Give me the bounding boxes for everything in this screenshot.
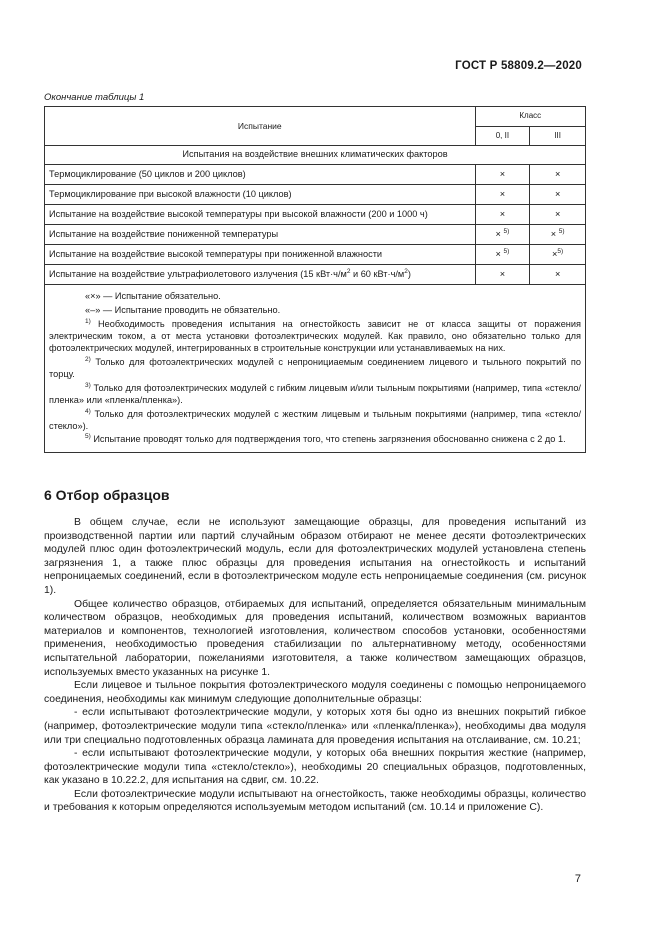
column-header-class-1: 0, II	[475, 126, 530, 146]
document-header: ГОСТ Р 58809.2—2020	[455, 60, 582, 72]
table-footnote: $^{1)}$ Необходимость проведения испытания на огнестойкость зависит не от класса защиты от поражения электрическим током, а от места установки фотоэлектрических модулей. Как правило, оно обязательно только для фотоэлектрических модулей, интегрированных в строительные конструкции или устанавливаемых на них.	[49, 317, 581, 353]
table-footnote: $^{2)}$ Только для фотоэлектрических модулей с непронициаемым соединением лицевого и тыльного покрытий по торцу.	[49, 355, 581, 379]
row-mark-class-1: × $^{5)}$	[475, 245, 530, 265]
row-test-name: Термоциклирование при высокой влажности (10 циклов)	[45, 185, 476, 205]
table-group-heading: Испытания на воздействие внешних климатических факторов	[45, 146, 586, 165]
row-test-name: Испытание на воздействие высокой температуры при пониженной влажности	[45, 245, 476, 265]
row-mark-class-2: × $^{5)}$	[530, 225, 586, 245]
row-test-name: Испытание на воздействие ультрафиолетового излучения (15 $кВт\cdot ч/м^2$ и 60 $кВт\cdot ч/м^2$)	[45, 265, 476, 285]
row-mark-class-2: ×	[530, 165, 586, 185]
section-body	[44, 516, 586, 815]
section-title: 6 Отбор образцов	[44, 487, 170, 503]
test-table	[44, 106, 586, 453]
table-note: «×» — Испытание обязательно.	[85, 291, 221, 301]
table-row	[45, 225, 586, 245]
table-row	[45, 185, 586, 205]
row-test-name: Испытание на воздействие высокой температуры при высокой влажности (200 и 1000 ч)	[45, 205, 476, 225]
paragraph: Если фотоэлектрические модули испытывают на огнестойкость, также необходимы образцы, количество и требования к которым определяются используемым методом испытаний (см. 10.14 и приложение С).	[44, 788, 586, 814]
paragraph: Если лицевое и тыльное покрытия фотоэлектрического модуля соединены с помощью непроницаемого соединения, необходимы как минимум следующие дополнительные образцы:	[44, 680, 586, 705]
table-row	[45, 265, 586, 285]
paragraph: - если испытывают фотоэлектрические модули, у которых хотя бы одно из внешних покрытий гибкое (например, фотоэлектрические модули типа «стекло/пленка» или «пленка/пленка»), необходимы два модуля или три специально подготовленных образца ламината для проведения испытания на отслаивание, см. 10.21;	[44, 707, 586, 746]
row-mark-class-1: ×	[475, 265, 530, 285]
footnote-ref: 5)	[503, 227, 510, 235]
table-row	[45, 245, 586, 265]
paragraph: - если испытывают фотоэлектрические модули, у которых оба внешних покрытия жесткие (например, фотоэлектрические модули типа «стекло/стекло»), необходимы 20 специальных образцов, подготовленных, как указано в 10.22.2, для испытания на сдвиг, см. 10.22.	[44, 748, 586, 787]
footnote-ref: 5)	[503, 247, 510, 255]
table-notes	[45, 285, 586, 453]
footnote-ref: 5)	[557, 247, 564, 255]
row-mark-class-1: ×	[475, 205, 530, 225]
row-mark-class-2: ×	[530, 205, 586, 225]
column-header-class: Класс	[475, 107, 585, 127]
row-mark-class-2: ×	[530, 265, 586, 285]
footnote-ref: 5)	[558, 227, 565, 235]
row-mark-class-1: ×	[475, 165, 530, 185]
row-test-name: Испытание на воздействие пониженной температуры	[45, 225, 476, 245]
table-row	[45, 165, 586, 185]
column-header-test: Испытание	[45, 107, 476, 146]
table-footnote: $^{5)}$ Испытание проводят только для подтверждения того, что степень загрязнения обоснованно снижена с 2 до 1.	[85, 433, 566, 445]
row-test-name: Термоциклирование (50 циклов и 200 циклов)	[45, 165, 476, 185]
table-footnote: $^{3)}$ Только для фотоэлектрических модулей с гибким лицевым и/или тыльным покрытиями (например, типа «стекло/пленка» или «пленка/пленка»).	[49, 381, 581, 405]
paragraph: Общее количество образцов, отбираемых для испытаний, определяется обязательным минимальным количеством образцов, необходимых для проведения испытаний, количеством возможных вариантов материалов и компонентов, технологией изготовления, количеством способов установки, особенностями применения, необходимостью проведения стабилизации по альтернативному методу, особенностями испытательной лаборатории, пожеланиями изготовителя, а также количеством замещающих образцов, используемых вместо указанных на рисунке 1.	[44, 598, 586, 678]
row-mark-class-2: ×$^{5)}$	[530, 245, 586, 265]
table-footnote: $^{4)}$ Только для фотоэлектрических модулей с жестким лицевым и тыльным покрытиями (например, типа «стекло/стекло»).	[49, 407, 581, 431]
table-caption: Окончание таблицы 1	[44, 92, 145, 103]
paragraph: В общем случае, если не используют замещающие образцы, для проведения испытаний из производственной партии или партий случайным образом отбирают не менее десяти фотоэлектрических модулей плюс один фотоэлектрический модуль, если для фотоэлектрических модулей установлена степень загрязнения 1, а также плюс образцы для проведения испытания на огнестойкость и испытаний непроницаемых соединений, если в фотоэлектрическом модуле есть непроницаемые соединения (см. рисунок 1).	[44, 517, 586, 596]
row-mark-class-1: × $^{5)}$	[475, 225, 530, 245]
page-number: 7	[574, 873, 581, 885]
row-mark-class-2: ×	[530, 185, 586, 205]
table-note: «–» — Испытание проводить не обязательно.	[85, 304, 281, 315]
column-header-class-2: III	[530, 126, 586, 146]
row-mark-class-1: ×	[475, 185, 530, 205]
table-row	[45, 205, 586, 225]
